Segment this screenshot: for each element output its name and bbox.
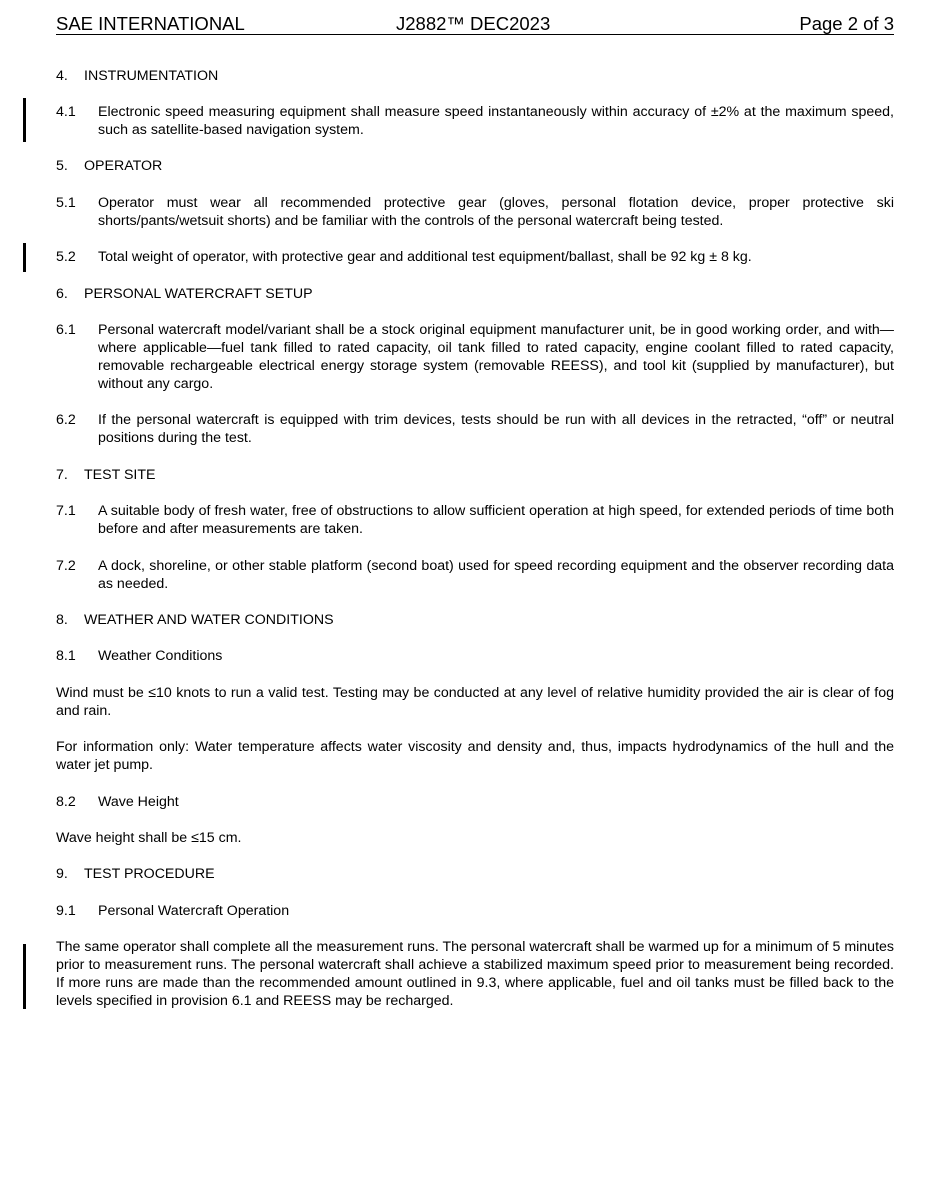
section-heading: 4. INSTRUMENTATION (56, 68, 219, 84)
section-heading: 7. TEST SITE (56, 467, 156, 483)
paragraph: For information only: Water temperature affects water viscosity and density and, thus, impacts hydrodynamics of the hull and the water jet pump. (56, 739, 894, 773)
revision-bar (23, 243, 26, 272)
header-org: SAE INTERNATIONAL (56, 13, 245, 34)
paragraph: Wave height shall be ≤15 cm. (56, 830, 242, 846)
revision-bar (23, 98, 26, 142)
section-heading: 6. PERSONAL WATERCRAFT SETUP (56, 286, 313, 302)
header-doc-id: J2882™ DEC2023 (396, 13, 551, 34)
section-heading: 9. TEST PROCEDURE (56, 866, 215, 882)
paragraph: The same operator shall complete all the measurement runs. The personal watercraft shall be warmed up for a minimum of 5 minutes prior to measurement runs. The personal watercraft shall achieve a stabilized maximum speed prior to measurement being recorded. If more runs are made than the recommended amount outlined in 9.3, where applicable, fuel and oil tanks must be filled back to the levels specified in provision 6.1 and REESS may be recharged. (56, 939, 894, 1009)
revision-bar (23, 944, 26, 1009)
page-header (56, 13, 894, 35)
paragraph: Wind must be ≤10 knots to run a valid test. Testing may be conducted at any level of relative humidity provided the air is clear of fog and rain. (56, 685, 894, 719)
section-heading: 8. WEATHER AND WATER CONDITIONS (56, 612, 334, 628)
section-heading: 5. OPERATOR (56, 158, 163, 174)
header-page-number: Page 2 of 3 (799, 13, 894, 34)
